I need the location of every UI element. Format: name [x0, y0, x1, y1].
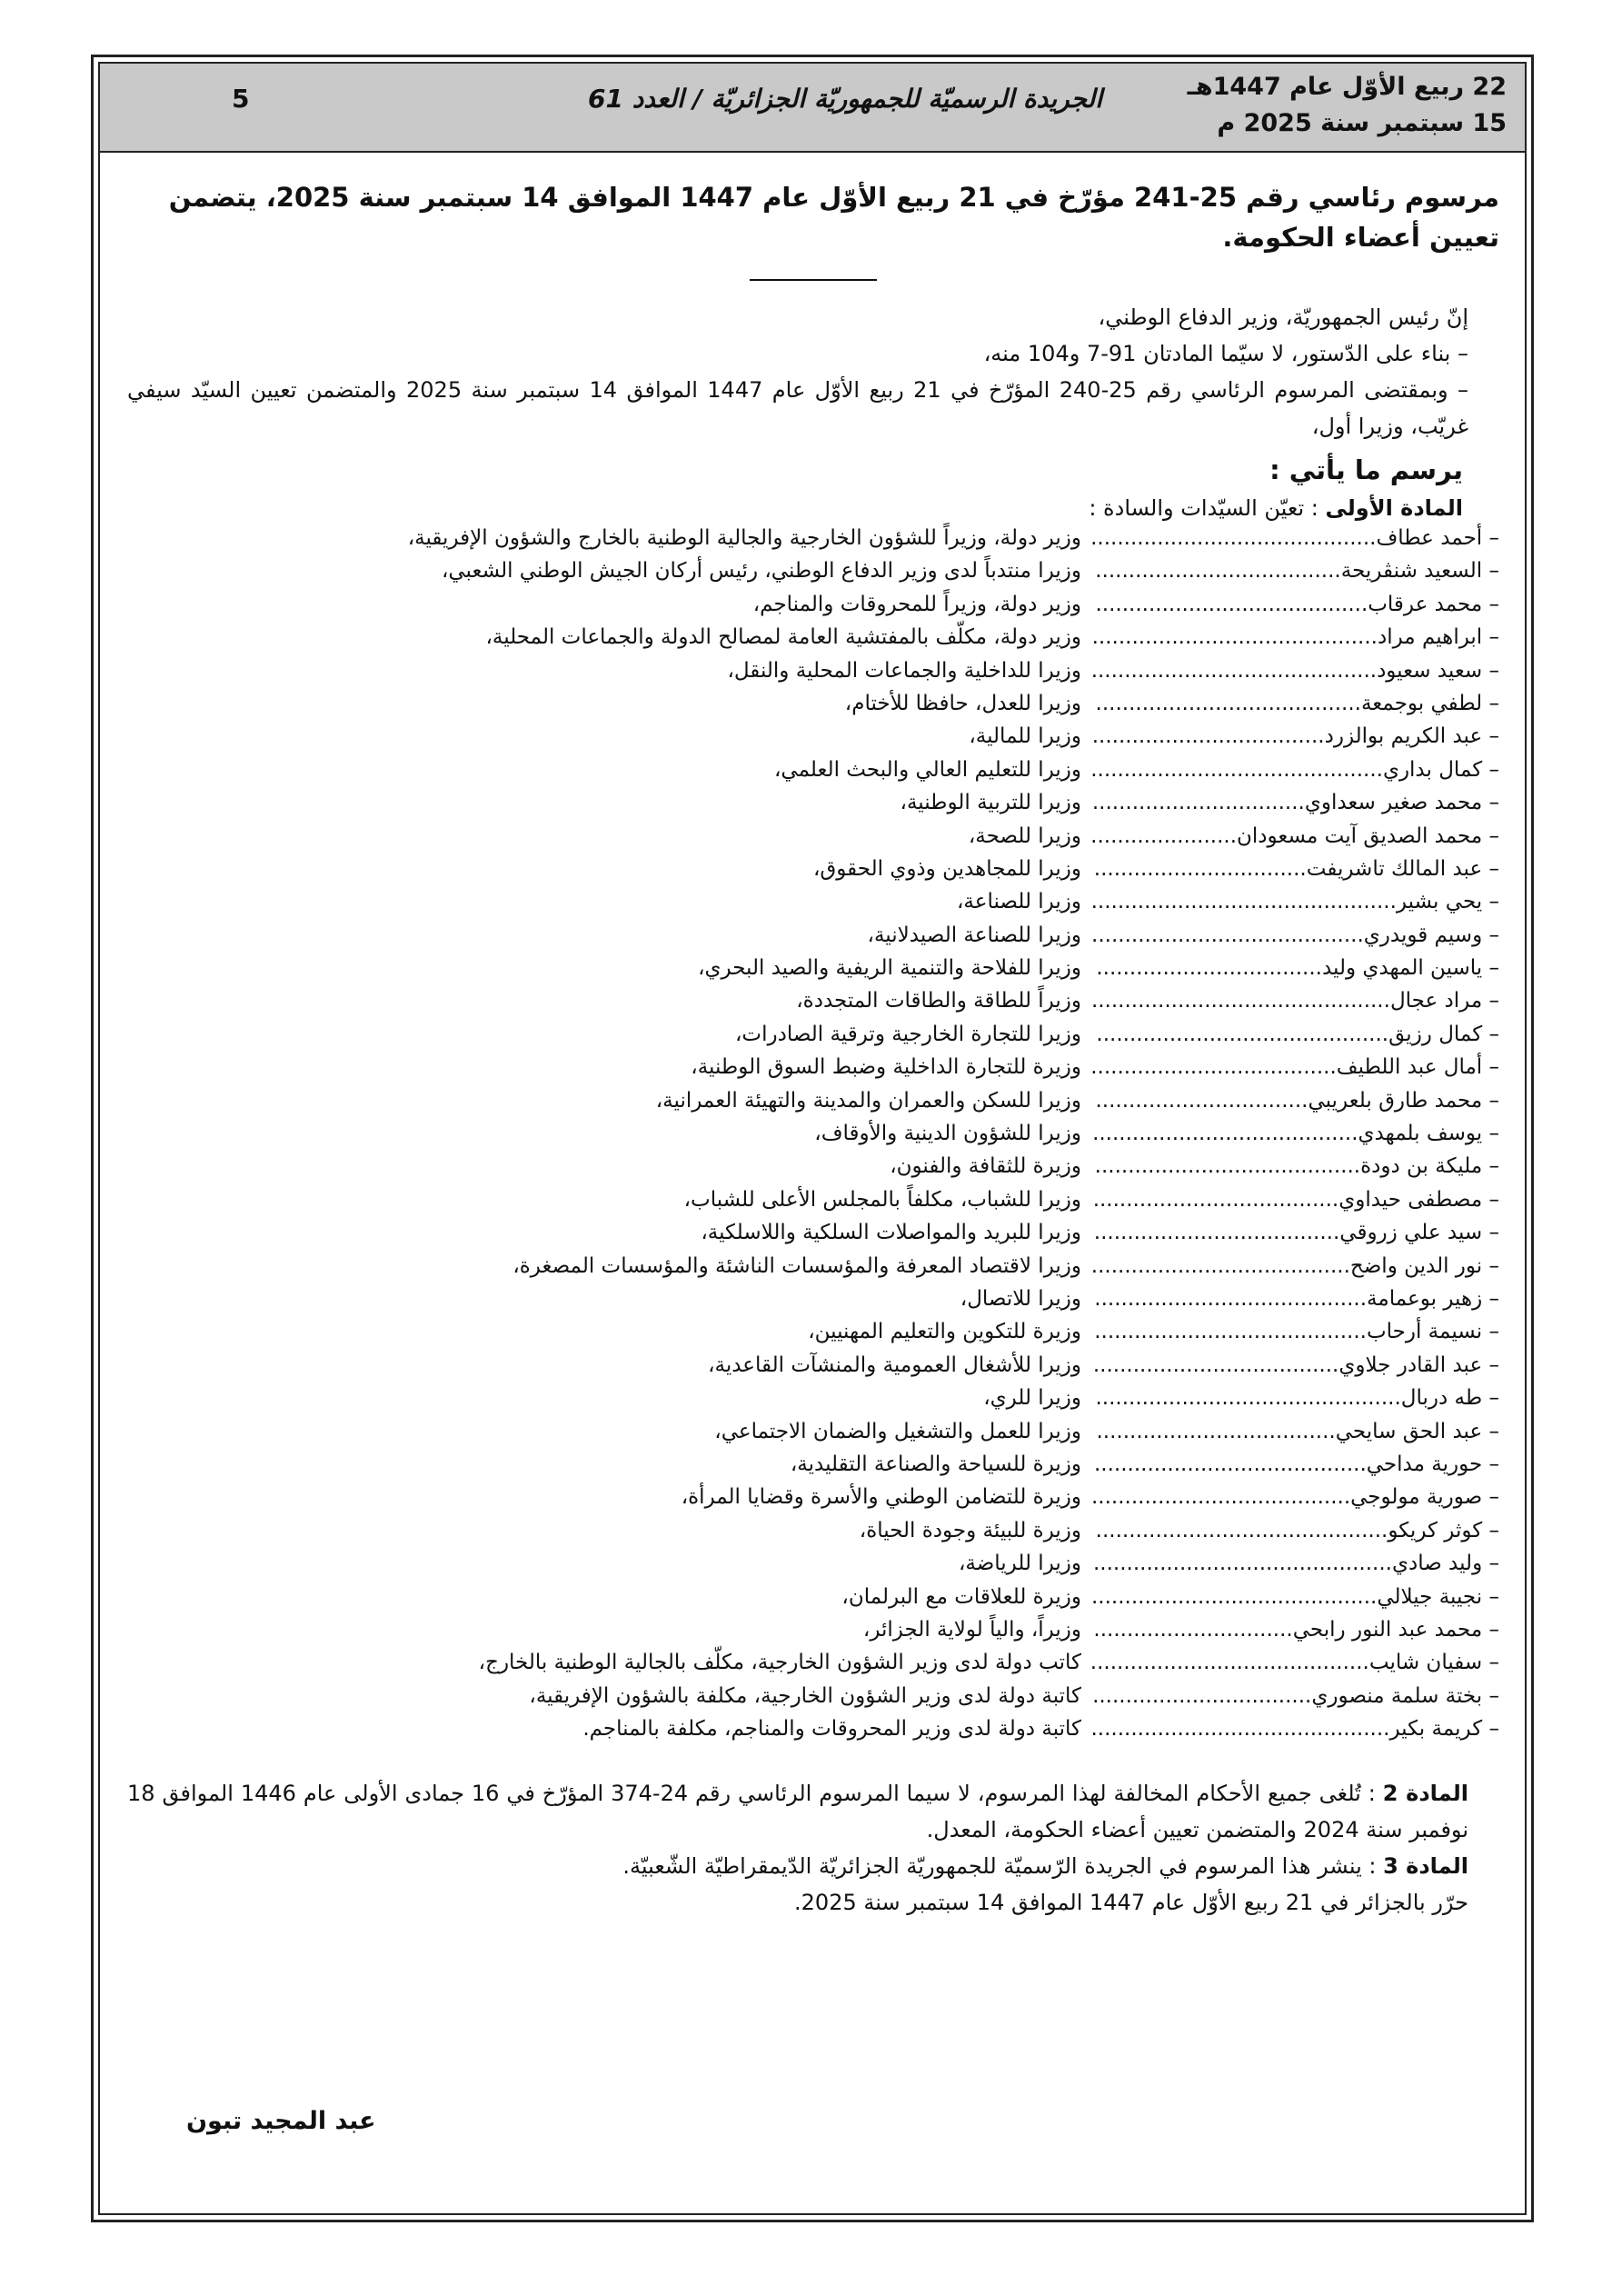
- member-name: [1081, 1420, 1499, 1443]
- member-row: [127, 1452, 1499, 1485]
- member-role: وزيرا للشباب، مكلفاً بالمجلس الأعلى للشباب،: [683, 1187, 1081, 1212]
- member-row: [127, 1254, 1499, 1287]
- member-row: [127, 1717, 1499, 1750]
- member-role: وزيرا للصناعة الصيدلانية،: [867, 923, 1081, 947]
- member-role: وزيرا للداخلية والجماعات المحلية والنقل،: [727, 658, 1081, 683]
- member-role: وزيرا للعمل والتشغيل والضمان الاجتماعي،: [714, 1419, 1081, 1443]
- article-1: [127, 490, 1499, 526]
- member-role: وزيرا للسكن والعمران والمدينة والتهيئة العمرانية،: [655, 1088, 1081, 1113]
- dot-leader: ...................................: [1091, 724, 1325, 749]
- dot-leader: .........................................: [1094, 1286, 1368, 1311]
- member-role: وزيرا للاتصال،: [960, 1286, 1081, 1311]
- member-name: [1081, 1717, 1499, 1741]
- member-name: [1081, 1452, 1499, 1476]
- member-name: [1081, 1353, 1499, 1377]
- member-role: وزيرا للفلاحة والتنمية الريفية والصيد البحري،: [698, 956, 1081, 981]
- dot-leader: ............................................: [1095, 1518, 1388, 1542]
- member-name: [1081, 593, 1499, 616]
- member-row: [127, 1221, 1499, 1253]
- member-name-text: – وسيم قويدري: [1363, 923, 1499, 947]
- dot-leader: .....................................: [1093, 1221, 1340, 1245]
- member-name-text: – ياسين المهدي وليد: [1321, 956, 1499, 981]
- member-row: [127, 1353, 1499, 1386]
- member-role: وزيرا لاقتصاد المعرفة والمؤسسات الناشئة والمؤسسات المصغرة،: [512, 1253, 1081, 1278]
- member-row: [127, 1684, 1499, 1717]
- member-row: [127, 824, 1499, 857]
- dot-leader: .........................................: [1091, 923, 1364, 947]
- member-name-text: – لطفي بوجمعة: [1360, 691, 1499, 715]
- member-name: [1081, 1651, 1499, 1674]
- member-name-text: – نجيبة جيلالي: [1377, 1584, 1499, 1609]
- member-role: وزيرا للري،: [983, 1386, 1081, 1411]
- article-3-label: المادة 3: [1383, 1853, 1468, 1880]
- member-role: وزيرا للصحة،: [968, 824, 1081, 848]
- member-row: [127, 692, 1499, 724]
- dot-leader: .......................................: [1091, 1485, 1351, 1510]
- member-row: [127, 923, 1499, 956]
- dot-leader: ........................................: [1092, 1122, 1358, 1146]
- page-header: [100, 64, 1525, 153]
- member-name: [1081, 989, 1499, 1013]
- member-name: [1081, 791, 1499, 814]
- decree-title: مرسوم رئاسي رقم 25-241 مؤرّخ في 21 ربيع الأوّل عام 1447 الموافق 14 سبتمبر سنة 2025، يتضمن تعيين أعضاء الحكومة.: [168, 182, 1499, 253]
- member-name-text: – يحي بشير: [1396, 890, 1499, 914]
- member-name-text: – سيد علي زروقي: [1339, 1221, 1499, 1245]
- member-name: [1081, 1254, 1499, 1278]
- member-name: [1081, 625, 1499, 649]
- members-list: [127, 526, 1499, 1750]
- dot-leader: .....................................: [1090, 1055, 1337, 1080]
- dot-leader: .....................................: [1092, 1353, 1339, 1377]
- dot-leader: .........................................: [1094, 1452, 1367, 1476]
- member-role: وزيرا منتدباً لدى وزير الدفاع الوطني، رئيس أركان الجيش الوطني الشعبي،: [441, 559, 1081, 584]
- member-name: [1081, 1055, 1499, 1079]
- member-row: [127, 559, 1499, 592]
- member-name-text: – محمد طارق بلعريبي: [1308, 1088, 1499, 1113]
- member-row: [127, 1188, 1499, 1221]
- member-name-text: – ابراهيم مراد: [1377, 625, 1499, 650]
- member-role: وزيرة للعلاقات مع البرلمان،: [841, 1584, 1081, 1609]
- title-divider: [750, 279, 877, 281]
- member-role: وزير دولة، وزيراً للشؤون الخارجية والجالية الوطنية بالخارج والشؤون الإفريقية،: [407, 526, 1081, 550]
- member-name-text: – سفيان شايب: [1368, 1651, 1499, 1675]
- member-name: [1081, 758, 1499, 782]
- closing-articles: [127, 1775, 1499, 1921]
- dot-leader: ....................................: [1096, 1419, 1336, 1443]
- member-name-text: – زهير بوعمامة: [1367, 1286, 1499, 1311]
- member-role: وزيرة للتضامن الوطني والأسرة وقضايا المرأة،: [681, 1485, 1081, 1510]
- member-role: وزيرا للصناعة،: [956, 890, 1081, 914]
- dot-leader: ..............................................: [1090, 890, 1397, 914]
- member-role: وزيرا للتربية الوطنية،: [900, 791, 1081, 815]
- dot-leader: ..................................: [1096, 956, 1322, 981]
- dot-leader: .......................................: [1090, 1253, 1350, 1278]
- member-name: [1081, 526, 1499, 550]
- dot-leader: ........................................: [1095, 691, 1361, 715]
- member-role: وزيرة للبيئة وجودة الحياة،: [859, 1518, 1081, 1542]
- dot-leader: ..............................: [1093, 1617, 1293, 1642]
- member-role: وزيرة للتجارة الداخلية وضبط السوق الوطنية،: [691, 1055, 1081, 1080]
- member-name-text: – محمد الصديق آيت مسعودان: [1237, 824, 1499, 848]
- header-date-hijri: 22 ربيع الأوّل عام 1447هـ: [1187, 73, 1507, 101]
- member-role: وزيرا للمالية،: [969, 724, 1081, 749]
- member-name: [1081, 1684, 1499, 1708]
- member-role: كاتبة دولة لدى وزير المحروقات والمناجم، مكلفة بالمناجم.: [582, 1717, 1081, 1742]
- member-row: [127, 1055, 1499, 1088]
- dot-leader: ..............................................: [1095, 1386, 1401, 1411]
- member-row: [127, 989, 1499, 1022]
- member-row: [127, 1618, 1499, 1651]
- member-role: وزيرا للتعليم العالي والبحث العلمي،: [773, 757, 1081, 782]
- member-row: [127, 1386, 1499, 1419]
- page-number: 5: [232, 84, 250, 114]
- member-row: [127, 1287, 1499, 1320]
- header-dates: [1188, 69, 1507, 142]
- header-title: الجريدة الرسميّة للجمهوريّة الجزائريّة / العدد 61: [588, 84, 1102, 114]
- member-name-text: – بختة سلمة منصوري: [1311, 1683, 1499, 1708]
- member-name: [1081, 1287, 1499, 1311]
- member-name: [1081, 1519, 1499, 1542]
- dot-leader: ............................................: [1096, 1022, 1389, 1046]
- member-name-text: – كمال رزيق: [1388, 1022, 1499, 1046]
- member-name-text: – السعيد شنڤريحة: [1340, 559, 1499, 584]
- decree-basis-2: – وبمقتضى المرسوم الرئاسي رقم 25-240 المؤرّخ في 21 ربيع الأوّل عام 1447 الموافق 14 سبتمبر سنة 2025 والمتضمن تعيين السيّد سيفي غريّب، وزيرا أول،: [127, 377, 1468, 439]
- dot-leader: ...........................................: [1090, 658, 1378, 683]
- member-role: وزيرا للرياضة،: [958, 1552, 1081, 1576]
- member-name: [1081, 857, 1499, 881]
- member-name-text: – صورية مولوجي: [1350, 1485, 1499, 1510]
- decree-prescribes: يرسم ما يأتي :: [1269, 454, 1463, 485]
- member-name: [1081, 1122, 1499, 1145]
- member-name-text: – عبد المالك تاشريفت: [1306, 856, 1499, 881]
- article-1-text: : تعيّن السيّدات والسادة :: [1089, 495, 1318, 521]
- member-row: [127, 1519, 1499, 1552]
- member-name-text: – كوثر كريكو: [1388, 1518, 1499, 1542]
- member-name: [1081, 1585, 1499, 1609]
- member-name: [1081, 1089, 1499, 1113]
- member-name-text: – نسيمة أرحاب: [1367, 1320, 1499, 1344]
- dot-leader: ........................................: [1094, 1154, 1361, 1179]
- decree-body: [127, 177, 1499, 1921]
- member-name-text: – محمد عرقاب: [1368, 592, 1499, 616]
- article-2-label: المادة 2: [1382, 1781, 1468, 1807]
- member-row: [127, 1154, 1499, 1187]
- dot-leader: ......................: [1090, 824, 1237, 848]
- member-role: كاتب دولة لدى وزير الشؤون الخارجية، مكلّف بالجالية الوطنية بالخارج،: [478, 1651, 1081, 1675]
- member-role: وزيرة للتكوين والتعليم المهنيين،: [808, 1320, 1081, 1344]
- member-name: [1081, 1221, 1499, 1244]
- member-row: [127, 1320, 1499, 1353]
- member-role: وزير دولة، مكلّف بالمفتشية العامة لمصالح الدولة والجماعات المحلية،: [485, 625, 1081, 650]
- dot-leader: ............................................: [1090, 757, 1383, 782]
- member-row: [127, 1651, 1499, 1683]
- member-row: [127, 526, 1499, 559]
- member-name-text: – سعيد سعيود: [1377, 658, 1499, 683]
- article-3-text: : ينشر هذا المرسوم في الجريدة الرّسميّة للجمهوريّة الجزائريّة الدّيمقراطيّة الشّعبيّة.: [622, 1853, 1377, 1880]
- member-name: [1081, 1386, 1499, 1410]
- member-row: [127, 724, 1499, 757]
- article-3: [127, 1848, 1499, 1884]
- member-role: وزيرا للبريد والمواصلات السلكية واللاسلكية،: [701, 1221, 1081, 1245]
- dot-leader: .........................................: [1095, 592, 1368, 616]
- dot-leader: .............................................: [1092, 1552, 1392, 1576]
- member-name-text: – طه دربال: [1400, 1386, 1499, 1411]
- member-name: [1081, 1154, 1499, 1178]
- member-row: [127, 1585, 1499, 1618]
- member-name-text: – أمال عبد اللطيف: [1336, 1055, 1499, 1080]
- dot-leader: ................................: [1095, 1088, 1309, 1113]
- decree-intro: إنّ رئيس الجمهوريّة، وزير الدفاع الوطني،: [1098, 304, 1468, 330]
- member-role: وزيرا للأشغال العمومية والمنشآت القاعدية،: [708, 1353, 1081, 1377]
- member-name: [1081, 1320, 1499, 1343]
- member-row: [127, 857, 1499, 890]
- member-name: [1081, 923, 1499, 947]
- member-row: [127, 890, 1499, 923]
- article-2: [127, 1775, 1499, 1848]
- member-role: وزيرا للعدل، حافظا للأختام،: [844, 691, 1081, 715]
- article-1-label: المادة الأولى: [1325, 495, 1463, 521]
- member-name: [1081, 1188, 1499, 1212]
- member-name: [1081, 559, 1499, 583]
- member-name-text: – كريمة بكير: [1389, 1717, 1499, 1742]
- member-name: [1081, 724, 1499, 748]
- president-signature: عبد المجيد تبون: [186, 2107, 376, 2135]
- dot-leader: ...........................................: [1091, 625, 1378, 650]
- member-name: [1081, 1618, 1499, 1642]
- member-name-text: – عبد الحق سايحي: [1335, 1419, 1499, 1443]
- member-row: [127, 659, 1499, 692]
- dot-leader: .................................: [1092, 1683, 1312, 1708]
- dot-leader: ................................: [1093, 856, 1307, 881]
- member-row: [127, 791, 1499, 824]
- dot-leader: ..........................................: [1090, 1651, 1369, 1675]
- dot-leader: .............................................: [1090, 989, 1390, 1013]
- decree-basis-1: – بناء على الدّستور، لا سيّما المادتان 91-7 و104 منه،: [983, 341, 1468, 366]
- dot-leader: .....................................: [1092, 1187, 1339, 1212]
- member-name-text: – مصطفى حيداوي: [1338, 1187, 1499, 1212]
- member-row: [127, 1552, 1499, 1584]
- member-row: [127, 593, 1499, 625]
- member-name: [1081, 1023, 1499, 1046]
- member-name-text: – يوسف بلمهدي: [1358, 1122, 1499, 1146]
- member-role: وزيرة للسياحة والصناعة التقليدية،: [790, 1452, 1081, 1476]
- member-name-text: – كمال بداري: [1382, 757, 1499, 782]
- header-date-gregorian: 15 سبتمبر سنة 2025 م: [1217, 109, 1507, 137]
- member-role: وزيرا للتجارة الخارجية وترقية الصادرات،: [735, 1022, 1081, 1046]
- member-row: [127, 1420, 1499, 1452]
- member-name-text: – محمد عبد النور رابحي: [1292, 1617, 1499, 1642]
- member-name: [1081, 956, 1499, 980]
- member-row: [127, 758, 1499, 791]
- dot-leader: .....................................: [1095, 559, 1341, 584]
- member-name: [1081, 1552, 1499, 1575]
- member-name-text: – نور الدين واضح: [1349, 1253, 1499, 1278]
- member-row: [127, 1485, 1499, 1518]
- member-name-text: – محمد صغير سعداوي: [1304, 791, 1499, 815]
- member-name-text: – عبد القادر جلاوي: [1338, 1353, 1499, 1377]
- member-name-text: – مراد عجال: [1389, 989, 1499, 1013]
- member-name: [1081, 890, 1499, 913]
- member-name: [1081, 824, 1499, 848]
- member-name: [1081, 1485, 1499, 1509]
- member-role: وزيرا للشؤون الدينية والأوقاف،: [814, 1122, 1081, 1146]
- member-role: وزيرا للمجاهدين وذوي الحقوق،: [812, 856, 1081, 881]
- dot-leader: ...........................................: [1090, 1584, 1378, 1609]
- dot-leader: ................................: [1091, 791, 1305, 815]
- member-role: وزير دولة، وزيراً للمحروقات والمناجم،: [752, 592, 1081, 616]
- member-name-text: – حورية مداحي: [1366, 1452, 1499, 1476]
- dot-leader: .........................................: [1094, 1320, 1367, 1344]
- member-name-text: – عبد الكريم بوالزرد: [1324, 724, 1499, 749]
- dot-leader: .............................................: [1090, 1717, 1390, 1742]
- dot-leader: ...........................................: [1090, 526, 1377, 550]
- member-row: [127, 625, 1499, 658]
- member-role: وزيراً للطاقة والطاقات المتجددة،: [796, 989, 1081, 1013]
- member-row: [127, 1089, 1499, 1122]
- member-name-text: – وليد صادي: [1391, 1552, 1499, 1576]
- member-name-text: – أحمد عطاف: [1376, 526, 1499, 550]
- member-row: [127, 956, 1499, 989]
- article-2-text: : تُلغى جميع الأحكام المخالفة لهذا المرسوم، لا سيما المرسوم الرئاسي رقم 24-374 المؤرّخ في 16 جمادى الأولى عام 1446 الموافق 18 نوفمبر سنة 2024 والمتضمن تعيين أعضاء الحكومة، المعدل.: [127, 1781, 1468, 1843]
- member-role: وزيرة للثقافة والفنون،: [890, 1154, 1081, 1179]
- member-role: كاتبة دولة لدى وزير الشؤون الخارجية، مكلفة بالشؤون الإفريقية،: [529, 1683, 1081, 1708]
- member-row: [127, 1122, 1499, 1154]
- member-name: [1081, 659, 1499, 683]
- member-role: وزيراً، والياً لولاية الجزائر،: [862, 1617, 1081, 1642]
- member-name-text: – مليكة بن دودة: [1360, 1154, 1499, 1179]
- member-name: [1081, 692, 1499, 715]
- member-row: [127, 1023, 1499, 1055]
- decree-done-at: حرّر بالجزائر في 21 ربيع الأوّل عام 1447 الموافق 14 سبتمبر سنة 2025.: [794, 1890, 1468, 1916]
